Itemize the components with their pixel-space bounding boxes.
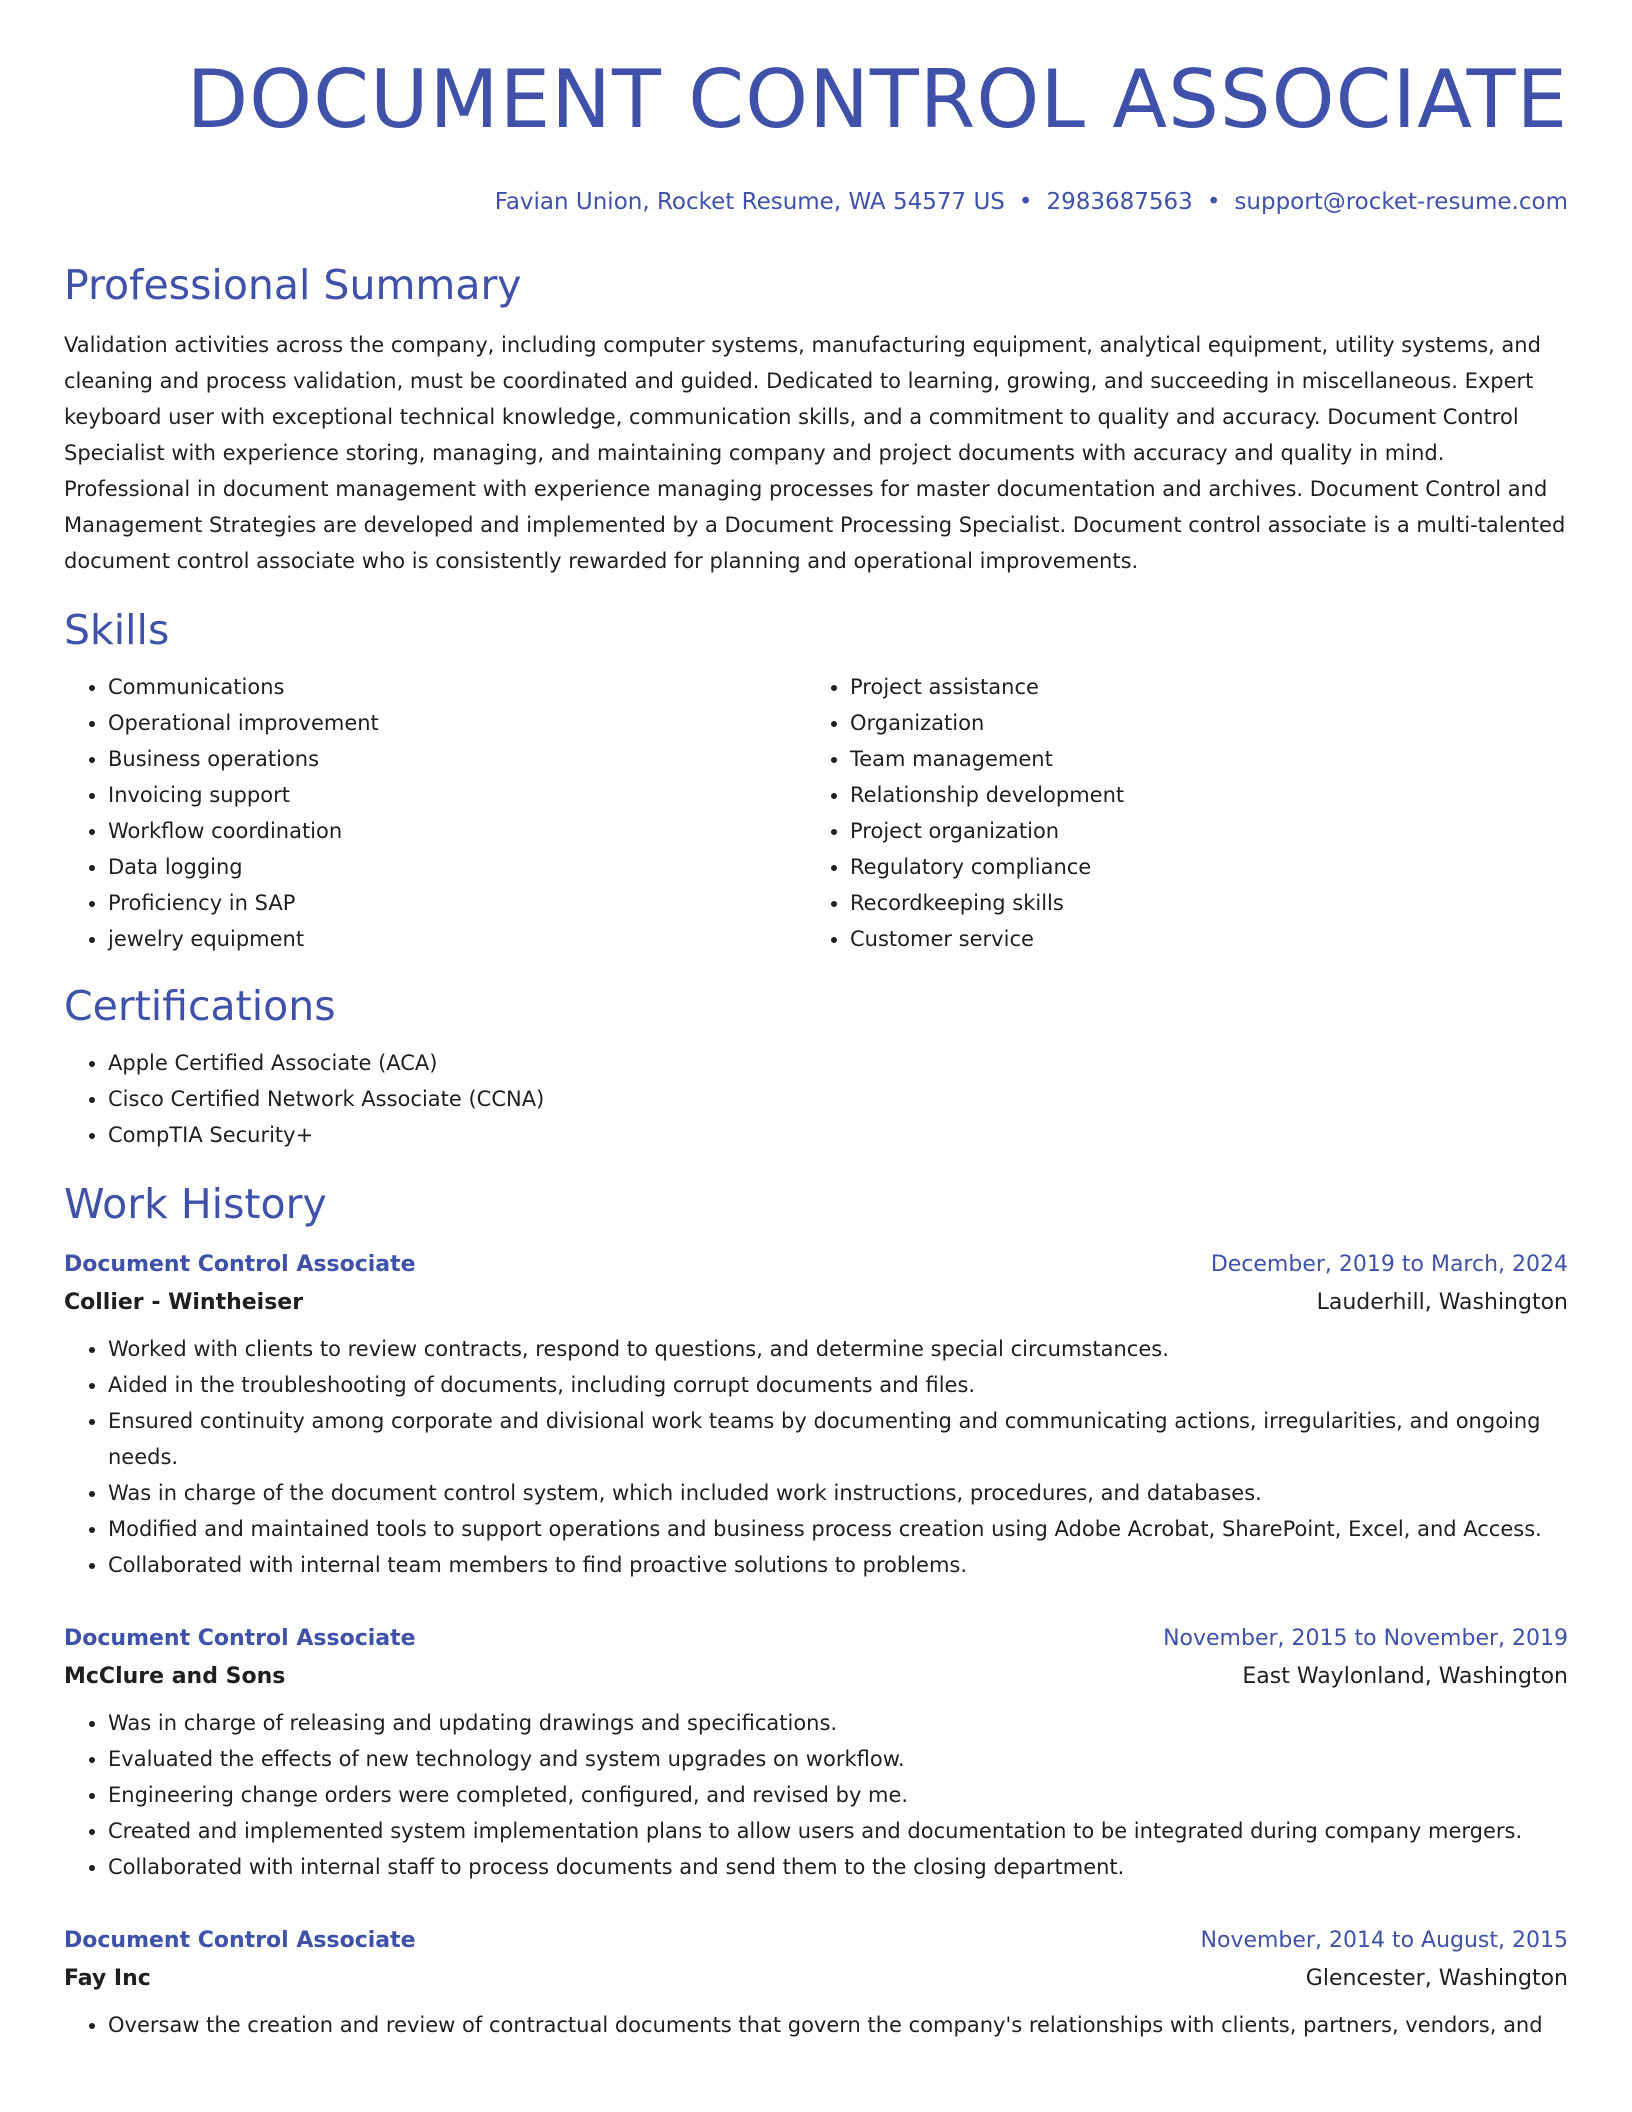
skill-item: • Team management	[850, 741, 1548, 777]
skill-item: • Business operations	[108, 741, 806, 777]
skills-columns	[64, 669, 1568, 957]
job-company: McClure and Sons	[64, 1664, 286, 1689]
certification-item: • Apple Certified Associate (ACA)	[108, 1045, 1568, 1081]
job-bullet: • Was in charge of releasing and updating drawings and specifications.	[108, 1705, 1568, 1741]
job-bullet: • Modified and maintained tools to support operations and business process creation using Adobe Acrobat, SharePoint, Excel, and Access.	[108, 1511, 1568, 1547]
contact-separator: •	[1206, 189, 1221, 215]
certification-item: • Cisco Certified Network Associate (CCNA)	[108, 1081, 1568, 1117]
skill-item: • Operational improvement	[108, 705, 806, 741]
skill-item: • jewelry equipment	[108, 921, 806, 957]
certifications-list	[64, 1045, 1568, 1153]
skill-item: • Proficiency in SAP	[108, 885, 806, 921]
job-bullet: • Oversaw the creation and review of contractual documents that govern the company's relationships with clients, partners, vendors, and	[108, 2007, 1568, 2043]
skill-item: • Data logging	[108, 849, 806, 885]
certification-item: • CompTIA Security+	[108, 1117, 1568, 1153]
skill-item: • Relationship development	[850, 777, 1548, 813]
job-bullet: • Engineering change orders were completed, configured, and revised by me.	[108, 1777, 1568, 1813]
summary-heading: Professional Summary	[64, 261, 522, 309]
contact-phone: 2983687563	[1046, 189, 1193, 215]
job-header	[64, 1923, 1568, 1959]
job-bullet: • Collaborated with internal staff to process documents and send them to the closing department.	[108, 1849, 1568, 1885]
job-header	[64, 1621, 1568, 1657]
skill-item: • Invoicing support	[108, 777, 806, 813]
job-entry	[64, 1247, 1568, 1583]
candidate-name: DOCUMENT CONTROL ASSOCIATE	[186, 53, 1568, 146]
job-bullets	[64, 1331, 1568, 1583]
job-entry	[64, 1621, 1568, 1885]
job-entry	[64, 1923, 1568, 2043]
job-bullets	[64, 1705, 1568, 1885]
skill-item: • Customer service	[850, 921, 1548, 957]
skill-item: • Workflow coordination	[108, 813, 806, 849]
job-subheader	[64, 1959, 1568, 1999]
job-bullet: • Collaborated with internal team members to find proactive solutions to problems.	[108, 1547, 1568, 1583]
certifications-heading: Certifications	[64, 982, 336, 1030]
job-dates: November, 2015 to November, 2019	[1163, 1626, 1568, 1651]
summary-text: Validation activities across the company, including computer systems, manufacturing equipment, analytical equipment, utility systems, and cleaning and process validation, must be coordinated and guided. Dedicated to learning, growing, and succeeding in miscellaneous. Expert keyboard user with exceptional technical knowledge, communication skills, and a commitment to quality and accuracy. Document Control Specialist with experience storing, managing, and maintaining company and project documents with accuracy and quality in mind. Professional in document management with experience managing processes for master documentation and archives. Document Control and Management Strategies are developed and implemented by a Document Processing Specialist. Document control associate is a multi-talented document control associate who is consistently rewarded for planning and operational improvements.	[64, 333, 1566, 573]
job-bullet: • Was in charge of the document control system, which included work instructions, procedures, and databases.	[108, 1475, 1568, 1511]
job-title: Document Control Associate	[64, 1626, 416, 1651]
job-bullet: • Created and implemented system implementation plans to allow users and documentation to be integrated during company mergers.	[108, 1813, 1568, 1849]
job-bullet: • Ensured continuity among corporate and divisional work teams by documenting and communicating actions, irregularities, and ongoing needs.	[108, 1403, 1568, 1475]
skill-item: • Communications	[108, 669, 806, 705]
job-bullets	[64, 2007, 1568, 2043]
skill-item: • Organization	[850, 705, 1548, 741]
contact-email[interactable]: support@rocket-resume.com	[1234, 189, 1568, 215]
job-dates: December, 2019 to March, 2024	[1210, 1252, 1568, 1277]
job-bullet: • Worked with clients to review contracts, respond to questions, and determine special circumstances.	[108, 1331, 1568, 1367]
contact-line	[64, 186, 1568, 218]
contact-separator: •	[1018, 189, 1033, 215]
job-location: East Waylonland, Washington	[1242, 1664, 1568, 1689]
job-title: Document Control Associate	[64, 1928, 416, 1953]
job-bullet: • Aided in the troubleshooting of documents, including corrupt documents and files.	[108, 1367, 1568, 1403]
job-company: Collier - Wintheiser	[64, 1290, 304, 1315]
job-dates: November, 2014 to August, 2015	[1200, 1928, 1568, 1953]
job-bullet: • Evaluated the effects of new technology and system upgrades on workflow.	[108, 1741, 1568, 1777]
skill-item: • Recordkeeping skills	[850, 885, 1548, 921]
skills-left-list	[64, 669, 806, 957]
job-company: Fay Inc	[64, 1966, 151, 1991]
skills-right-list	[806, 669, 1548, 957]
job-header	[64, 1247, 1568, 1283]
job-location: Lauderhill, Washington	[1316, 1290, 1568, 1315]
job-location: Glencester, Washington	[1305, 1966, 1568, 1991]
skill-item: • Regulatory compliance	[850, 849, 1548, 885]
skills-heading: Skills	[64, 606, 170, 654]
skill-item: • Project assistance	[850, 669, 1548, 705]
job-subheader	[64, 1657, 1568, 1697]
job-subheader	[64, 1283, 1568, 1323]
work-history-heading: Work History	[64, 1180, 327, 1228]
job-title: Document Control Associate	[64, 1252, 416, 1277]
contact-address: Favian Union, Rocket Resume, WA 54577 US	[494, 189, 1005, 215]
skill-item: • Project organization	[850, 813, 1548, 849]
